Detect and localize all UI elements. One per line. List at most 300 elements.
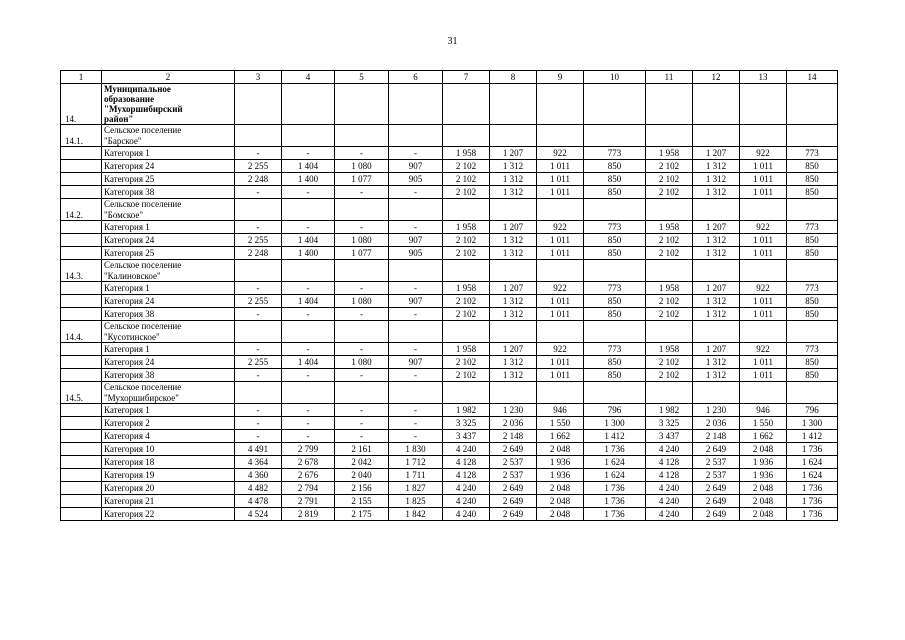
name-line: Сельское поселение (104, 260, 182, 270)
empty-cell (537, 321, 584, 343)
empty-cell (335, 382, 389, 404)
value-cell: 1 312 (490, 308, 537, 321)
value-cell: 2 048 (537, 443, 584, 456)
empty-cell (389, 125, 443, 147)
value-cell: 1 011 (740, 356, 787, 369)
category-name: Категория 38 (102, 308, 235, 321)
value-cell: 922 (537, 343, 584, 356)
empty-cell (740, 321, 787, 343)
value-cell: - (235, 430, 282, 443)
empty-cell (61, 430, 102, 443)
empty-cell (584, 260, 646, 282)
empty-cell (584, 125, 646, 147)
value-cell: 1 958 (646, 282, 693, 295)
value-cell: - (282, 404, 335, 417)
value-cell: 850 (787, 173, 838, 186)
empty-cell (443, 260, 490, 282)
value-cell: 2 255 (235, 160, 282, 173)
value-cell: 922 (740, 221, 787, 234)
value-cell: 1 011 (740, 369, 787, 382)
value-cell: 1 077 (335, 247, 389, 260)
value-cell: 1 207 (490, 147, 537, 160)
value-cell: - (235, 404, 282, 417)
empty-cell (740, 199, 787, 221)
value-cell: 1 736 (584, 482, 646, 495)
value-cell: 922 (740, 147, 787, 160)
value-cell: 2 102 (646, 160, 693, 173)
empty-cell (646, 260, 693, 282)
value-cell: 4 128 (646, 456, 693, 469)
value-cell: 1 412 (584, 430, 646, 443)
value-cell: 1 958 (443, 221, 490, 234)
category-name: Категория 24 (102, 356, 235, 369)
page-number: 31 (447, 36, 458, 47)
value-cell: 4 491 (235, 443, 282, 456)
value-cell: 4 128 (443, 469, 490, 482)
value-cell: 850 (584, 173, 646, 186)
value-cell: 2 161 (335, 443, 389, 456)
table-row (61, 430, 838, 443)
value-cell: 1 736 (787, 443, 838, 456)
value-cell: 1 404 (282, 295, 335, 308)
section-name (102, 125, 235, 147)
table-row (61, 247, 838, 260)
value-cell: 1 400 (282, 247, 335, 260)
category-name: Категория 22 (102, 508, 235, 521)
value-cell: - (235, 369, 282, 382)
table-row (61, 173, 838, 186)
empty-cell (61, 282, 102, 295)
empty-cell (61, 356, 102, 369)
value-cell: 1 624 (584, 456, 646, 469)
header-cell: 12 (693, 71, 740, 84)
value-cell: 4 240 (646, 495, 693, 508)
value-cell: - (389, 430, 443, 443)
empty-cell (61, 221, 102, 234)
value-cell: 1 982 (646, 404, 693, 417)
value-cell: - (389, 282, 443, 295)
value-cell: 2 537 (490, 469, 537, 482)
value-cell: 773 (787, 147, 838, 160)
empty-cell (490, 321, 537, 343)
value-cell: - (335, 417, 389, 430)
value-cell: 4 364 (235, 456, 282, 469)
table-row (61, 186, 838, 199)
value-cell: 4 478 (235, 495, 282, 508)
value-cell: 1 300 (787, 417, 838, 430)
empty-cell (235, 260, 282, 282)
value-cell: 2 255 (235, 356, 282, 369)
value-cell: - (235, 147, 282, 160)
value-cell: 2 148 (490, 430, 537, 443)
section-row (61, 321, 838, 343)
empty-cell (61, 469, 102, 482)
value-cell: 1 958 (646, 147, 693, 160)
value-cell: 2 102 (646, 234, 693, 247)
empty-cell (335, 260, 389, 282)
value-cell: - (389, 343, 443, 356)
table-row (61, 404, 838, 417)
empty-cell (443, 84, 490, 125)
value-cell: 796 (787, 404, 838, 417)
value-cell: - (335, 404, 389, 417)
empty-cell (61, 247, 102, 260)
value-cell: 1 312 (693, 308, 740, 321)
value-cell: 2 102 (646, 186, 693, 199)
category-name: Категория 19 (102, 469, 235, 482)
empty-cell (584, 382, 646, 404)
value-cell: 1 312 (693, 295, 740, 308)
category-name: Категория 24 (102, 295, 235, 308)
value-cell: 1 404 (282, 356, 335, 369)
value-cell: 4 128 (646, 469, 693, 482)
category-name: Категория 25 (102, 173, 235, 186)
value-cell: 2 676 (282, 469, 335, 482)
value-cell: 773 (787, 282, 838, 295)
value-cell: 1 712 (389, 456, 443, 469)
value-cell: 773 (787, 221, 838, 234)
value-cell: 850 (787, 160, 838, 173)
value-cell: - (335, 430, 389, 443)
empty-cell (443, 125, 490, 147)
name-line: "Калиновское" (104, 270, 161, 281)
value-cell: 2 794 (282, 482, 335, 495)
value-cell: 1 011 (740, 234, 787, 247)
value-cell: 1 550 (537, 417, 584, 430)
value-cell: 3 437 (646, 430, 693, 443)
value-cell: 2 649 (490, 443, 537, 456)
table-row (61, 295, 838, 308)
value-cell: 1 982 (443, 404, 490, 417)
value-cell: 1 936 (537, 469, 584, 482)
value-cell: 2 102 (443, 295, 490, 308)
value-cell: 850 (584, 308, 646, 321)
value-cell: 1 312 (490, 295, 537, 308)
empty-cell (282, 84, 335, 125)
value-cell: 1 312 (490, 369, 537, 382)
row-number: 14.3. (61, 260, 102, 282)
value-cell: 850 (787, 186, 838, 199)
empty-cell (282, 321, 335, 343)
value-cell: 850 (584, 160, 646, 173)
category-name: Категория 1 (102, 147, 235, 160)
value-cell: 2 649 (693, 482, 740, 495)
empty-cell (61, 369, 102, 382)
table-row (61, 308, 838, 321)
value-cell: 1 207 (490, 282, 537, 295)
table-body (61, 71, 838, 521)
value-cell: 1 312 (693, 186, 740, 199)
empty-cell (646, 84, 693, 125)
value-cell: 850 (584, 234, 646, 247)
value-cell: 1 011 (740, 186, 787, 199)
empty-cell (335, 125, 389, 147)
value-cell: 2 102 (443, 173, 490, 186)
empty-cell (787, 199, 838, 221)
value-cell: 2 175 (335, 508, 389, 521)
empty-cell (389, 199, 443, 221)
section-row (61, 125, 838, 147)
table-row (61, 443, 838, 456)
value-cell: 1 662 (740, 430, 787, 443)
empty-cell (282, 260, 335, 282)
value-cell: 2 102 (443, 186, 490, 199)
value-cell: 1 312 (693, 369, 740, 382)
value-cell: 1 011 (740, 247, 787, 260)
value-cell: 850 (787, 247, 838, 260)
value-cell: - (235, 282, 282, 295)
value-cell: 2 155 (335, 495, 389, 508)
value-cell: - (235, 221, 282, 234)
value-cell: 1 958 (646, 343, 693, 356)
category-name: Категория 1 (102, 343, 235, 356)
value-cell: 4 240 (646, 508, 693, 521)
value-cell: 1 230 (490, 404, 537, 417)
value-cell: 946 (740, 404, 787, 417)
empty-cell (740, 382, 787, 404)
value-cell: 1 011 (740, 173, 787, 186)
empty-cell (235, 125, 282, 147)
value-cell: 1 300 (584, 417, 646, 430)
empty-cell (335, 84, 389, 125)
value-cell: 2 255 (235, 295, 282, 308)
value-cell: - (282, 186, 335, 199)
value-cell: 1 312 (490, 173, 537, 186)
tariff-table (60, 70, 838, 521)
value-cell: - (389, 417, 443, 430)
value-cell: - (335, 369, 389, 382)
empty-cell (61, 508, 102, 521)
value-cell: 2 255 (235, 234, 282, 247)
empty-cell (693, 260, 740, 282)
value-cell: 3 437 (443, 430, 490, 443)
category-name: Категория 25 (102, 247, 235, 260)
section-name (102, 382, 235, 404)
empty-cell (787, 382, 838, 404)
empty-cell (61, 234, 102, 247)
empty-cell (740, 84, 787, 125)
category-name: Категория 1 (102, 221, 235, 234)
category-name: Категория 1 (102, 282, 235, 295)
value-cell: 1 662 (537, 430, 584, 443)
empty-cell (235, 321, 282, 343)
value-cell: 2 148 (693, 430, 740, 443)
value-cell: 1 080 (335, 356, 389, 369)
value-cell: - (389, 147, 443, 160)
empty-cell (537, 382, 584, 404)
table-row (61, 282, 838, 295)
empty-cell (282, 382, 335, 404)
empty-cell (235, 199, 282, 221)
value-cell: 2 102 (646, 295, 693, 308)
value-cell: 4 240 (646, 482, 693, 495)
value-cell: 2 678 (282, 456, 335, 469)
empty-cell (235, 84, 282, 125)
municipality-name (102, 84, 235, 125)
category-name: Категория 21 (102, 495, 235, 508)
name-line: Сельское поселение (104, 382, 182, 392)
value-cell: 1 207 (693, 343, 740, 356)
value-cell: 2 649 (490, 508, 537, 521)
value-cell: 3 325 (646, 417, 693, 430)
value-cell: 773 (584, 343, 646, 356)
value-cell: 907 (389, 295, 443, 308)
value-cell: 1 312 (693, 247, 740, 260)
value-cell: 922 (537, 221, 584, 234)
empty-cell (61, 417, 102, 430)
section-name (102, 321, 235, 343)
value-cell: 1 080 (335, 234, 389, 247)
empty-cell (61, 443, 102, 456)
value-cell: 1 825 (389, 495, 443, 508)
value-cell: 850 (584, 295, 646, 308)
value-cell: 1 312 (490, 356, 537, 369)
name-line: Сельское поселение (104, 199, 182, 209)
value-cell: 2 799 (282, 443, 335, 456)
empty-cell (584, 84, 646, 125)
value-cell: 907 (389, 160, 443, 173)
empty-cell (235, 382, 282, 404)
value-cell: 2 102 (646, 247, 693, 260)
empty-cell (584, 199, 646, 221)
value-cell: 1 011 (537, 173, 584, 186)
header-cell: 6 (389, 71, 443, 84)
header-cell: 1 (61, 71, 102, 84)
value-cell: 1 230 (693, 404, 740, 417)
value-cell: 1 207 (693, 221, 740, 234)
value-cell: 1 827 (389, 482, 443, 495)
value-cell: 1 412 (787, 430, 838, 443)
value-cell: 2 102 (443, 308, 490, 321)
empty-cell (282, 199, 335, 221)
value-cell: 1 011 (537, 356, 584, 369)
empty-cell (61, 147, 102, 160)
value-cell: - (282, 369, 335, 382)
value-cell: 922 (740, 343, 787, 356)
empty-cell (787, 321, 838, 343)
value-cell: 850 (584, 369, 646, 382)
empty-cell (389, 260, 443, 282)
category-name: Категория 10 (102, 443, 235, 456)
value-cell: 1 830 (389, 443, 443, 456)
value-cell: - (335, 282, 389, 295)
empty-cell (389, 382, 443, 404)
value-cell: 2 649 (693, 495, 740, 508)
value-cell: 3 325 (443, 417, 490, 430)
section-name (102, 199, 235, 221)
empty-cell (61, 173, 102, 186)
empty-cell (443, 321, 490, 343)
value-cell: - (389, 308, 443, 321)
name-line: "Мухоршибирский (104, 104, 183, 114)
value-cell: 4 240 (443, 443, 490, 456)
category-name: Категория 20 (102, 482, 235, 495)
category-name: Категория 2 (102, 417, 235, 430)
value-cell: 1 080 (335, 295, 389, 308)
empty-cell (537, 260, 584, 282)
empty-cell (787, 125, 838, 147)
value-cell: - (389, 404, 443, 417)
name-line: "Мухоршибирское" (104, 392, 179, 403)
value-cell: - (389, 186, 443, 199)
category-name: Категория 24 (102, 234, 235, 247)
value-cell: 2 036 (490, 417, 537, 430)
value-cell: 4 240 (646, 443, 693, 456)
value-cell: 1 312 (693, 356, 740, 369)
empty-cell (389, 84, 443, 125)
table-row (61, 508, 838, 521)
value-cell: - (389, 369, 443, 382)
value-cell: 4 482 (235, 482, 282, 495)
value-cell: 2 048 (740, 495, 787, 508)
value-cell: - (235, 308, 282, 321)
empty-cell (787, 84, 838, 125)
value-cell: 2 248 (235, 247, 282, 260)
value-cell: 1 736 (787, 508, 838, 521)
table-row (61, 495, 838, 508)
value-cell: 1 207 (490, 343, 537, 356)
value-cell: 2 819 (282, 508, 335, 521)
municipality-row (61, 84, 838, 125)
value-cell: 2 537 (693, 469, 740, 482)
header-cell: 5 (335, 71, 389, 84)
header-cell: 10 (584, 71, 646, 84)
value-cell: 2 649 (693, 508, 740, 521)
section-row (61, 382, 838, 404)
value-cell: 2 048 (537, 508, 584, 521)
value-cell: 850 (787, 356, 838, 369)
value-cell: 2 042 (335, 456, 389, 469)
value-cell: 4 240 (443, 508, 490, 521)
value-cell: 850 (584, 356, 646, 369)
value-cell: - (335, 343, 389, 356)
value-cell: 1 312 (490, 186, 537, 199)
empty-cell (443, 199, 490, 221)
value-cell: 1 736 (584, 508, 646, 521)
name-line: Сельское поселение (104, 125, 182, 135)
value-cell: - (282, 308, 335, 321)
empty-cell (787, 260, 838, 282)
empty-cell (693, 382, 740, 404)
value-cell: 1 936 (537, 456, 584, 469)
empty-cell (61, 160, 102, 173)
empty-cell (646, 199, 693, 221)
value-cell: 1 936 (740, 456, 787, 469)
value-cell: 1 077 (335, 173, 389, 186)
empty-cell (61, 404, 102, 417)
name-line: Сельское поселение (104, 321, 182, 331)
empty-cell (537, 199, 584, 221)
empty-cell (61, 308, 102, 321)
name-line: "Кусотинское" (104, 331, 160, 342)
name-line: Муниципальное (104, 84, 171, 94)
row-number: 14.5. (61, 382, 102, 404)
value-cell: 1 011 (537, 295, 584, 308)
value-cell: 773 (787, 343, 838, 356)
empty-cell (646, 321, 693, 343)
value-cell: 2 102 (443, 160, 490, 173)
value-cell: 1 936 (740, 469, 787, 482)
value-cell: 2 102 (646, 356, 693, 369)
value-cell: 905 (389, 247, 443, 260)
value-cell: - (389, 221, 443, 234)
value-cell: 773 (584, 221, 646, 234)
value-cell: 1 842 (389, 508, 443, 521)
value-cell: - (235, 417, 282, 430)
value-cell: 1 736 (584, 495, 646, 508)
value-cell: 1 011 (740, 308, 787, 321)
section-row (61, 260, 838, 282)
